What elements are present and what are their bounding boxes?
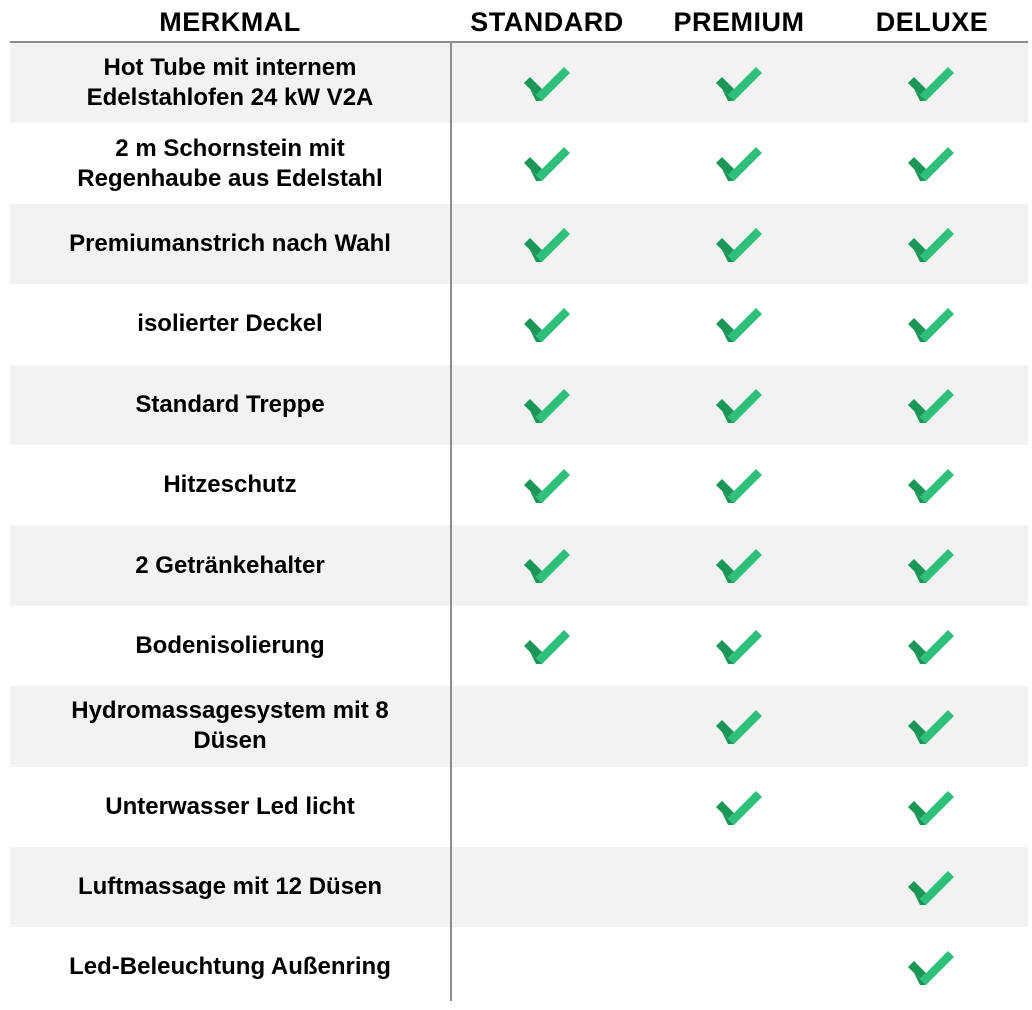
feature-label: Unterwasser Led licht xyxy=(105,792,355,820)
checkmark-icon xyxy=(714,628,764,666)
table-row xyxy=(10,284,1028,364)
checkmark-icon xyxy=(522,628,572,666)
table-row xyxy=(10,123,1028,203)
checkmark-icon xyxy=(906,145,956,183)
checkmark-icon xyxy=(906,226,956,264)
feature-label: Standard Treppe xyxy=(135,390,325,418)
checkmark-icon xyxy=(906,869,956,907)
table-row xyxy=(10,43,1028,123)
checkmark-icon xyxy=(906,628,956,666)
table-row xyxy=(10,606,1028,686)
feature-label: Premiumanstrich nach Wahl xyxy=(69,229,391,257)
checkmark-icon xyxy=(906,65,956,103)
table-row xyxy=(10,204,1028,284)
feature-label: Hitzeschutz xyxy=(163,471,297,499)
feature-label: isolierter Deckel xyxy=(137,310,323,338)
checkmark-icon xyxy=(906,949,956,987)
column-divider xyxy=(450,43,452,1001)
checkmark-icon xyxy=(522,306,572,344)
table-row xyxy=(10,847,1028,927)
header-deluxe: DELUXE xyxy=(875,7,989,37)
checkmark-icon xyxy=(522,467,572,505)
checkmark-icon xyxy=(714,467,764,505)
feature-label: 2 Getränkehalter xyxy=(135,551,325,579)
table-row xyxy=(10,767,1028,847)
checkmark-icon xyxy=(522,387,572,425)
checkmark-icon xyxy=(906,547,956,585)
table-header xyxy=(0,0,1032,42)
checkmark-icon xyxy=(714,387,764,425)
checkmark-icon xyxy=(522,547,572,585)
checkmark-icon xyxy=(714,145,764,183)
table-row xyxy=(10,686,1028,766)
checkmark-icon xyxy=(522,226,572,264)
comparison-table-body xyxy=(10,43,1028,1008)
checkmark-icon xyxy=(522,65,572,103)
feature-label: Bodenisolierung xyxy=(135,631,325,659)
checkmark-icon xyxy=(714,306,764,344)
feature-label: Hot Tube mit internem Edelstahlofen 24 kW V2A xyxy=(86,54,374,112)
checkmark-icon xyxy=(714,65,764,103)
checkmark-icon xyxy=(714,547,764,585)
feature-label: Led-Beleuchtung Außenring xyxy=(69,953,391,981)
table-row xyxy=(10,365,1028,445)
checkmark-icon xyxy=(522,145,572,183)
table-row xyxy=(10,525,1028,605)
header-feature: MERKMAL xyxy=(159,7,301,37)
checkmark-icon xyxy=(906,708,956,746)
checkmark-icon xyxy=(906,306,956,344)
feature-label: Luftmassage mit 12 Düsen xyxy=(77,873,383,901)
checkmark-icon xyxy=(906,789,956,827)
checkmark-icon xyxy=(714,226,764,264)
table-row xyxy=(10,445,1028,525)
checkmark-icon xyxy=(714,789,764,827)
table-row xyxy=(10,927,1028,1007)
checkmark-icon xyxy=(714,708,764,746)
feature-label: 2 m Schornstein mit Regenhaube aus Edelstahl xyxy=(77,134,383,192)
checkmark-icon xyxy=(906,387,956,425)
header-standard: STANDARD xyxy=(470,7,624,37)
header-premium: PREMIUM xyxy=(673,7,805,37)
feature-label: Hydromassagesystem mit 8 Düsen xyxy=(71,697,389,755)
checkmark-icon xyxy=(906,467,956,505)
